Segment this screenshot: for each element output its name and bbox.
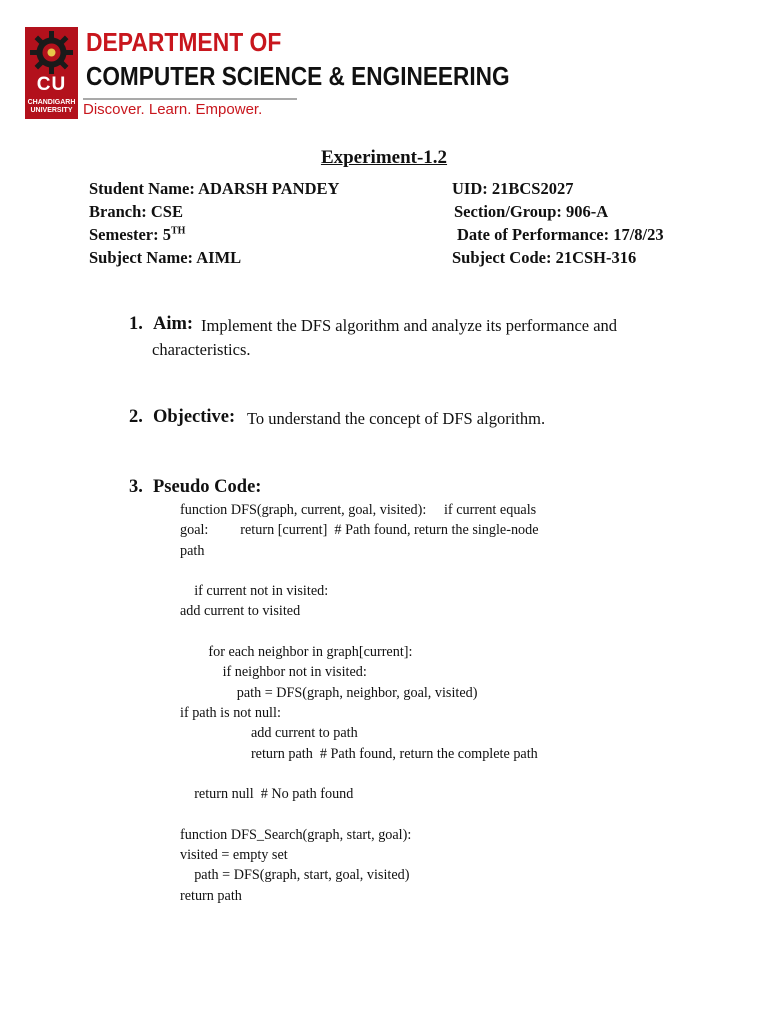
- pseudo-code-line: if current not in visited:: [180, 583, 329, 600]
- pseudo-code-line: [180, 804, 539, 824]
- objective-heading: Objective:: [153, 407, 236, 427]
- subject-code: Subject Code: 21CSH-316: [452, 248, 637, 267]
- pseudo-code-line: [180, 764, 539, 784]
- pseudo-code-line: if neighbor not in visited:: [180, 664, 367, 681]
- aim-text-line1: Implement the DFS algorithm and analyze its performance and: [201, 316, 618, 335]
- header-divider: [83, 98, 297, 100]
- pseudo-code-line: if path is not null:: [180, 704, 281, 721]
- aim-number: 1.: [129, 314, 143, 334]
- student-name: Student Name: ADARSH PANDEY: [89, 179, 340, 198]
- pseudo-code-line: visited = empty set: [180, 847, 288, 864]
- pseudo-code-line: [180, 561, 539, 581]
- tagline: Discover. Learn. Empower.: [83, 101, 263, 118]
- pseudo-code-line: add current to visited: [180, 603, 301, 620]
- pseudo-code-line: add current to path: [180, 725, 358, 742]
- semester: [89, 225, 185, 245]
- university-logo: [25, 27, 78, 119]
- department-title-line2: COMPUTER SCIENCE & ENGINEERING: [86, 61, 510, 91]
- logo-initials: CU: [36, 74, 67, 95]
- experiment-title: Experiment-1.2: [320, 147, 448, 168]
- pseudo-code-line: for each neighbor in graph[current]:: [180, 644, 413, 661]
- aim-heading: Aim:: [153, 314, 194, 334]
- pseudo-code-line: path = DFS(graph, neighbor, goal, visited): [180, 684, 478, 701]
- date-of-performance: Date of Performance: 17/8/23: [457, 225, 664, 244]
- objective-text: To understand the concept of DFS algorithm.: [247, 409, 546, 428]
- uid: UID: 21BCS2027: [452, 179, 574, 198]
- logo-university-name: CHANDIGARH UNIVERSITY: [27, 99, 76, 114]
- pseudo-code-line: return path: [180, 887, 242, 904]
- subject-name: Subject Name: AIML: [89, 248, 242, 267]
- semester-superscript: TH: [171, 225, 186, 237]
- pseudo-code-number: 3.: [129, 477, 143, 497]
- pseudo-code-heading: Pseudo Code:: [153, 477, 262, 497]
- pseudo-code-line: function DFS(graph, current, goal, visited): if current equals: [180, 502, 537, 518]
- objective-number: 2.: [129, 407, 143, 427]
- pseudo-code-line: path = DFS(graph, start, goal, visited): [180, 867, 410, 884]
- pseudo-code-line: goal: return [current] # Path found, return the single-node: [180, 522, 539, 539]
- aim-text-line2: characteristics.: [152, 340, 251, 359]
- pseudo-code-line: return null # No path found: [180, 786, 354, 803]
- section-group: Section/Group: 906-A: [454, 202, 609, 221]
- pseudo-code-line: function DFS_Search(graph, start, goal):: [180, 826, 412, 843]
- pseudo-code-line: return path # Path found, return the complete path: [180, 745, 538, 762]
- branch: Branch: CSE: [89, 202, 183, 221]
- pseudo-code-line: path: [180, 542, 205, 559]
- semester-text: Semester: 5: [89, 225, 172, 244]
- gear-emblem-icon: [29, 30, 74, 75]
- pseudo-code-line: [180, 622, 539, 642]
- department-title-line1: DEPARTMENT OF: [86, 27, 282, 57]
- pseudo-code-block: [180, 500, 539, 906]
